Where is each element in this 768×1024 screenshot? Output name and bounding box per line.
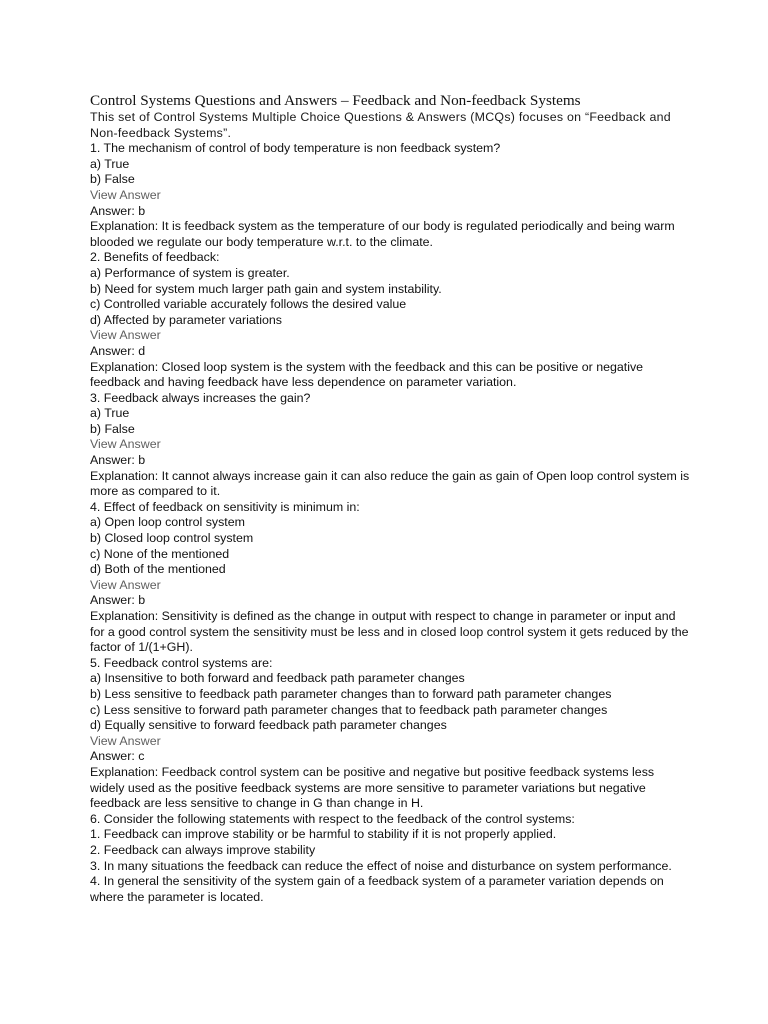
statement-1: 1. Feedback can improve stability or be harmful to stability if it is not properly applied.	[90, 827, 557, 842]
option-b: b) False	[90, 172, 135, 187]
answer-text: Answer: b	[90, 453, 146, 468]
question-block-4	[90, 500, 690, 656]
question-block-6	[90, 812, 690, 906]
view-answer-link[interactable]: View Answer	[90, 328, 161, 343]
option-a: a) Performance of system is greater.	[90, 265, 290, 280]
question-text: 1. The mechanism of control of body temperature is non feedback system?	[90, 141, 501, 156]
option-b: b) Less sensitive to feedback path parameter changes than to forward path parameter changes	[90, 686, 612, 701]
page-title: Control Systems Questions and Answers – Feedback and Non-feedback Systems	[90, 92, 581, 109]
option-b: b) False	[90, 421, 135, 436]
document-page	[90, 92, 690, 905]
option-c: c) None of the mentioned	[90, 546, 230, 561]
view-answer-link[interactable]: View Answer	[90, 577, 161, 592]
view-answer-link[interactable]: View Answer	[90, 733, 161, 748]
statement-2: 2. Feedback can always improve stability	[90, 842, 316, 857]
view-answer-link[interactable]: View Answer	[90, 187, 161, 202]
question-text: 5. Feedback control systems are:	[90, 655, 273, 670]
option-a: a) Insensitive to both forward and feedback path parameter changes	[90, 671, 465, 686]
option-a: a) Open loop control system	[90, 515, 245, 530]
question-text: 6. Consider the following statements with respect to the feedback of the control systems:	[90, 811, 575, 826]
question-block-3	[90, 391, 690, 500]
answer-text: Answer: c	[90, 749, 145, 764]
question-block-5	[90, 656, 690, 812]
question-block-2	[90, 250, 690, 390]
option-b: b) Need for system much larger path gain and system instability.	[90, 281, 442, 296]
option-d: d) Affected by parameter variations	[90, 312, 282, 327]
option-d: d) Both of the mentioned	[90, 562, 226, 577]
answer-text: Answer: b	[90, 593, 146, 608]
explanation-text: Explanation: Closed loop system is the system with the feedback and this can be positive or negative feedback and having feedback have less dependence on parameter variation.	[90, 359, 644, 390]
question-text: 4. Effect of feedback on sensitivity is minimum in:	[90, 499, 360, 514]
answer-text: Answer: b	[90, 203, 146, 218]
explanation-text: Explanation: It is feedback system as the temperature of our body is regulated periodically and being warm blooded we regulate our body temperature w.r.t. to the climate.	[90, 219, 675, 249]
option-a: a) True	[90, 156, 130, 171]
option-c: c) Less sensitive to forward path parameter changes that to feedback path parameter changes	[90, 702, 608, 717]
question-block-1	[90, 141, 690, 250]
explanation-text: Explanation: It cannot always increase gain it can also reduce the gain as gain of Open loop control system is more as compared to it.	[90, 468, 690, 499]
statement-4: 4. In general the sensitivity of the system gain of a feedback system of a parameter variation depends on where the parameter is located.	[90, 874, 664, 904]
statement-3: 3. In many situations the feedback can reduce the effect of noise and disturbance on system performance.	[90, 858, 672, 873]
question-text: 2. Benefits of feedback:	[90, 250, 220, 265]
option-b: b) Closed loop control system	[90, 531, 254, 546]
explanation-text: Explanation: Feedback control system can be positive and negative but positive feedback systems less widely used as the positive feedback systems are more sensitive to parameter variations but negative feedback are less sensitive to change in G than change in H.	[90, 764, 655, 811]
explanation-text: Explanation: Sensitivity is defined as the change in output with respect to change in parameter or input and for a good control system the sensitivity must be less and in closed loop control system it gets reduced by the factor of 1/(1+GH).	[90, 609, 689, 655]
intro-text: This set of Control Systems Multiple Choice Questions & Answers (MCQs) focuses on “Feedback and Non-feedback Systems”.	[90, 110, 671, 140]
answer-text: Answer: d	[90, 343, 146, 358]
option-a: a) True	[90, 406, 130, 421]
question-text: 3. Feedback always increases the gain?	[90, 390, 311, 405]
option-d: d) Equally sensitive to forward feedback path parameter changes	[90, 718, 447, 733]
view-answer-link[interactable]: View Answer	[90, 437, 161, 452]
option-c: c) Controlled variable accurately follows the desired value	[90, 297, 407, 312]
